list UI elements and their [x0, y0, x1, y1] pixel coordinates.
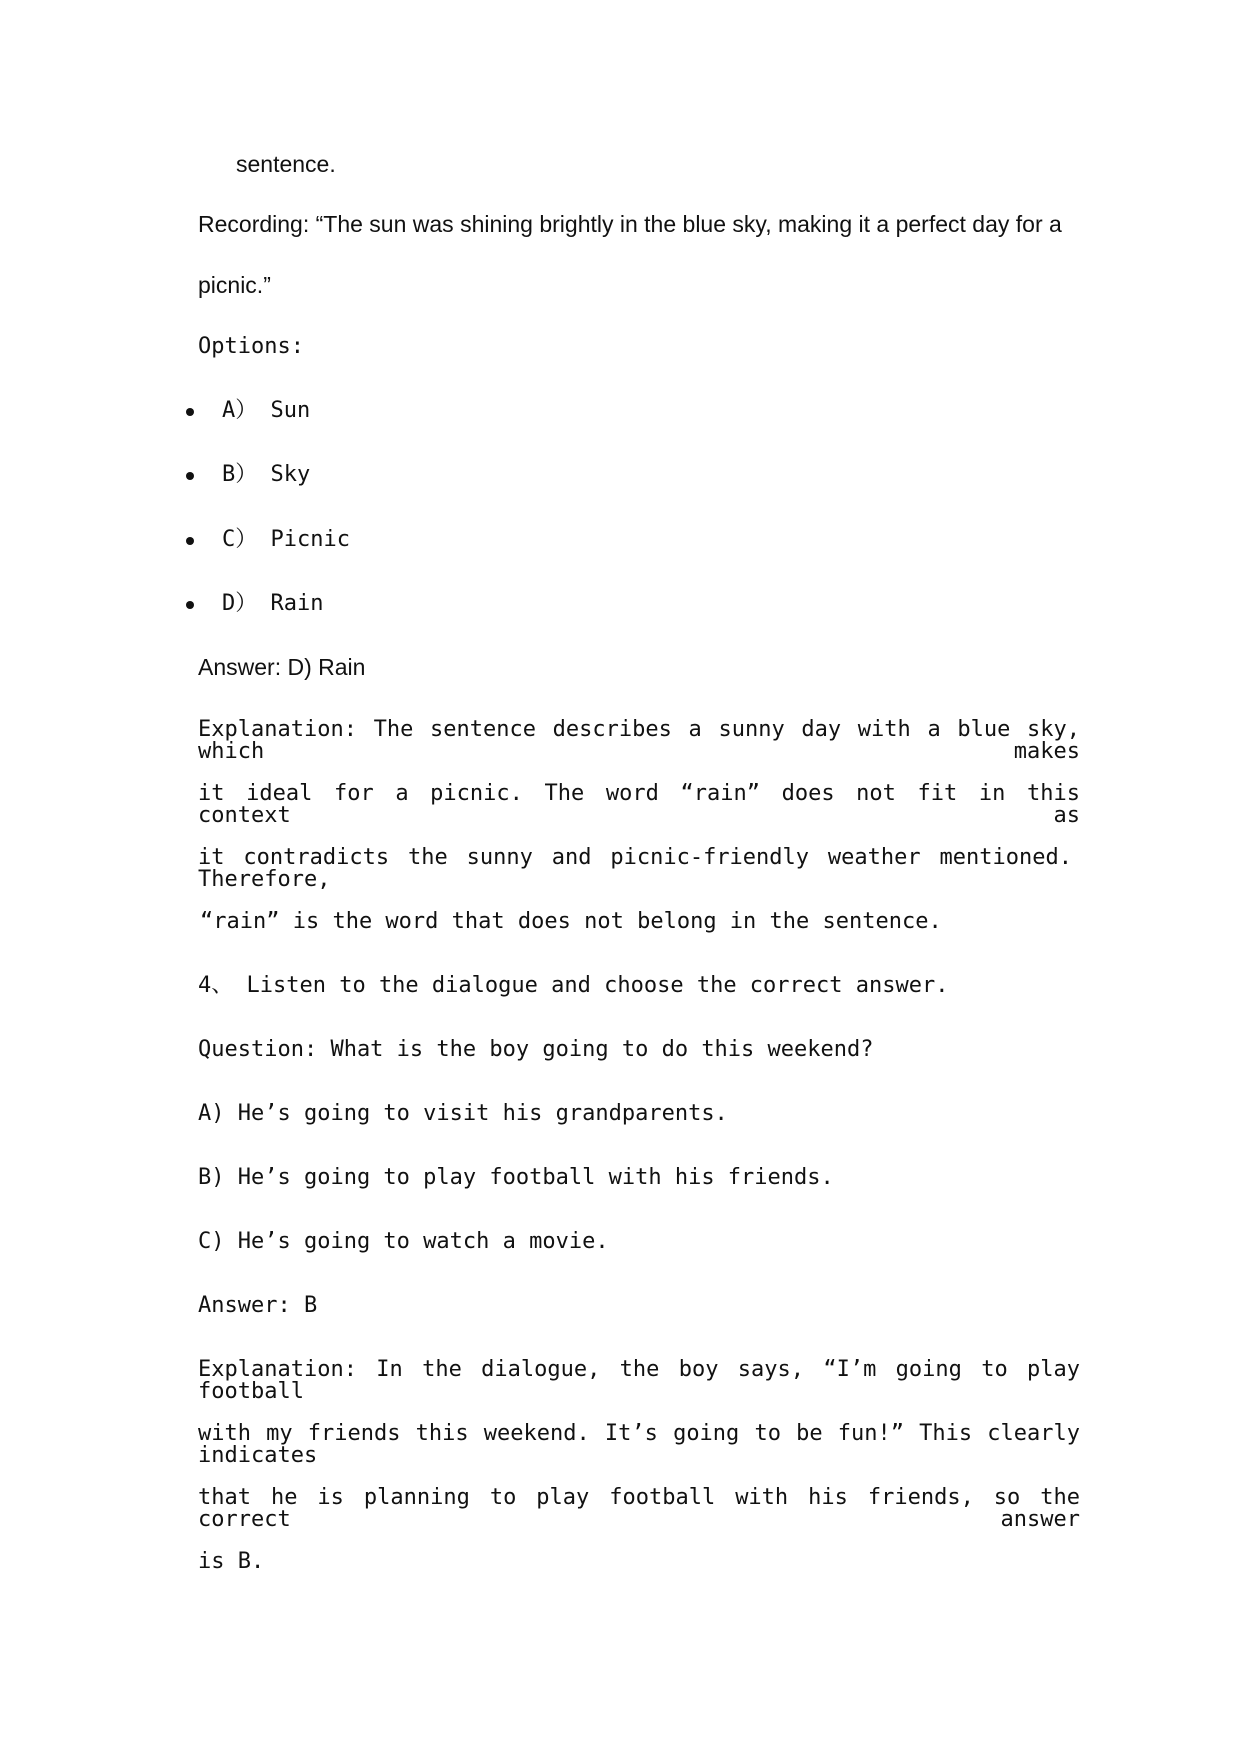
- q3-explanation-line-2: it ideal for a picnic. The word “rain” does not fit in this context as: [198, 781, 1080, 828]
- option-c: C） Picnic: [222, 527, 350, 552]
- sentence-tail: sentence.: [236, 151, 336, 177]
- q4-explanation-line-1: Explanation: In the dialogue, the boy says, “I’m going to play football: [198, 1357, 1080, 1404]
- q4-option-b: B) He’s going to play football with his friends.: [198, 1165, 834, 1190]
- bullet-icon: [186, 408, 194, 416]
- bullet-icon: [186, 537, 194, 545]
- q4-explanation-line-2: with my friends this weekend. It’s going to be fun!” This clearly indicates: [198, 1421, 1080, 1468]
- option-a: A） Sun: [222, 398, 311, 423]
- recording-line-2: picnic.”: [198, 272, 271, 298]
- q4-question: Question: What is the boy going to do this weekend?: [198, 1037, 874, 1062]
- q4-explanation-line-4: is B.: [198, 1549, 265, 1574]
- q4-heading: 4、 Listen to the dialogue and choose the correct answer.: [198, 973, 949, 998]
- bullet-icon: [186, 472, 194, 480]
- options-label: Options:: [198, 334, 304, 359]
- q3-explanation-line-1: Explanation: The sentence describes a sunny day with a blue sky, which makes: [198, 717, 1080, 764]
- option-d: D） Rain: [222, 591, 324, 616]
- bullet-icon: [186, 601, 194, 609]
- recording-line-1: Recording: “The sun was shining brightly in the blue sky, making it a perfect day for a: [198, 211, 1062, 237]
- option-b: B） Sky: [222, 462, 311, 487]
- q3-explanation-line-4: “rain” is the word that does not belong in the sentence.: [200, 909, 942, 934]
- q4-option-c: C) He’s going to watch a movie.: [198, 1229, 609, 1254]
- q4-option-a: A) He’s going to visit his grandparents.: [198, 1101, 728, 1126]
- q3-answer: Answer: D) Rain: [198, 654, 366, 680]
- q4-explanation-line-3: that he is planning to play football with his friends, so the correct answer: [198, 1485, 1080, 1532]
- q3-explanation-line-3: it contradicts the sunny and picnic-friendly weather mentioned. Therefore,: [198, 845, 1072, 892]
- q4-answer: Answer: B: [198, 1293, 318, 1318]
